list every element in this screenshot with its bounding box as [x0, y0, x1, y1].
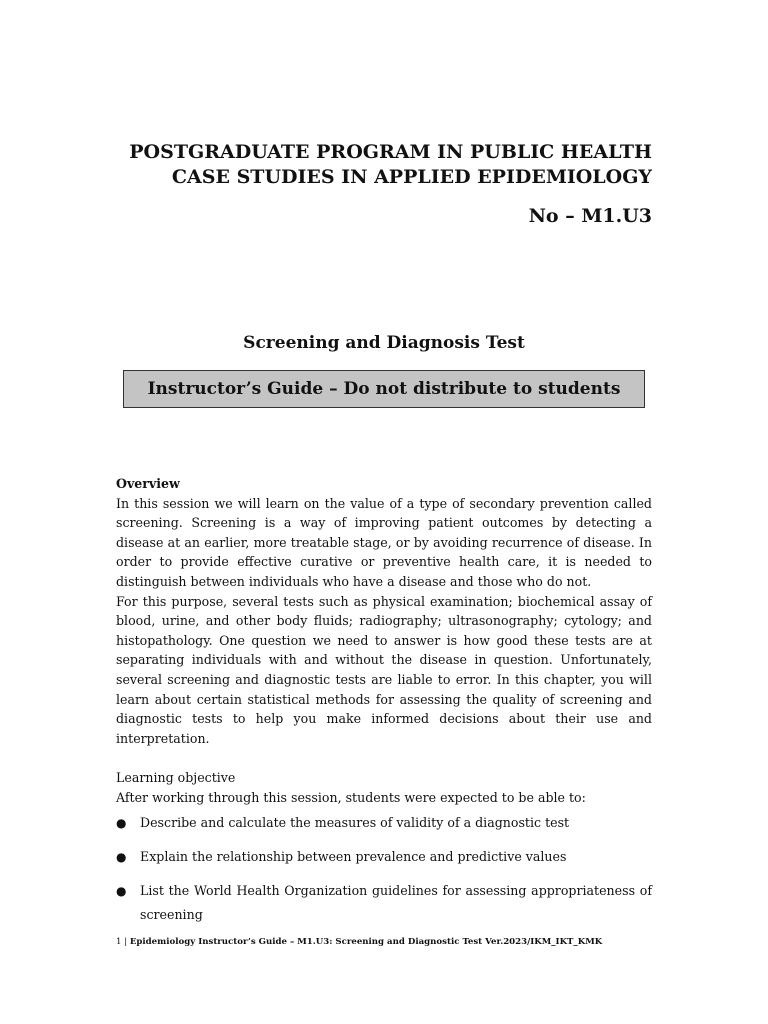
section-spacer: [116, 748, 652, 768]
bullet-icon: ●: [116, 884, 127, 899]
list-item: [116, 811, 652, 835]
program-title: POSTGRADUATE PROGRAM IN PUBLIC HEALTH: [129, 141, 652, 163]
objective-text: Describe and calculate the measures of validity of a diagnostic test: [140, 815, 570, 831]
learning-objective-intro: After working through this session, students were expected to be able to:: [116, 789, 586, 805]
footer-separator: |: [121, 937, 130, 947]
body-content: [116, 474, 652, 937]
instructor-guide-notice-text: Instructor’s Guide – Do not distribute to students: [147, 379, 621, 399]
learning-objectives-list: [116, 811, 652, 927]
bullet-icon: ●: [116, 850, 127, 865]
case-studies-title: CASE STUDIES IN APPLIED EPIDEMIOLOGY: [171, 166, 652, 188]
footer-title: Epidemiology Instructor’s Guide – M1.U3: Screening and Diagnostic Test Ver.2023/IKM_IKT_KMK: [129, 937, 603, 947]
bullet-icon: ●: [116, 816, 127, 831]
list-item: [116, 845, 652, 869]
objective-text: Explain the relationship between prevalence and predictive values: [140, 849, 567, 865]
overview-heading: Overview: [116, 476, 180, 491]
session-title: Screening and Diagnosis Test: [243, 333, 525, 353]
instructor-guide-notice: [123, 370, 645, 408]
objective-text: List the World Health Organization guidelines for assessing appropriateness of screening: [140, 883, 652, 923]
document-number: No – M1.U3: [528, 205, 652, 227]
list-item: [116, 879, 652, 927]
page-number: 1: [116, 937, 122, 947]
document-header: [116, 140, 652, 229]
learning-objective-heading: Learning objective: [116, 769, 236, 785]
page-footer: [116, 937, 652, 947]
overview-paragraph-1: In this session we will learn on the value of a type of secondary prevention called screening. Screening is a way of improving patient outcomes by detecting a disease at an earlier, more treatable stage, or by avoiding recurrence of disease. In order to provide effective curative or preventive health care, it is needed to distinguish between individuals who have a disease and those who do not.: [116, 495, 652, 589]
overview-paragraph-2: For this purpose, several tests such as physical examination; biochemical assay of blood, urine, and other body fluids; radiography; ultrasonography; cytology; and histopathology. One question we need to answer is how good these tests are at separating individuals with and without the disease in question. Unfortunately, several screening and diagnostic tests are liable to error. In this chapter, you will learn about certain statistical methods for assessing the quality of screening and diagnostic tests to help you make informed decisions about their use and interpretation.: [116, 593, 652, 746]
